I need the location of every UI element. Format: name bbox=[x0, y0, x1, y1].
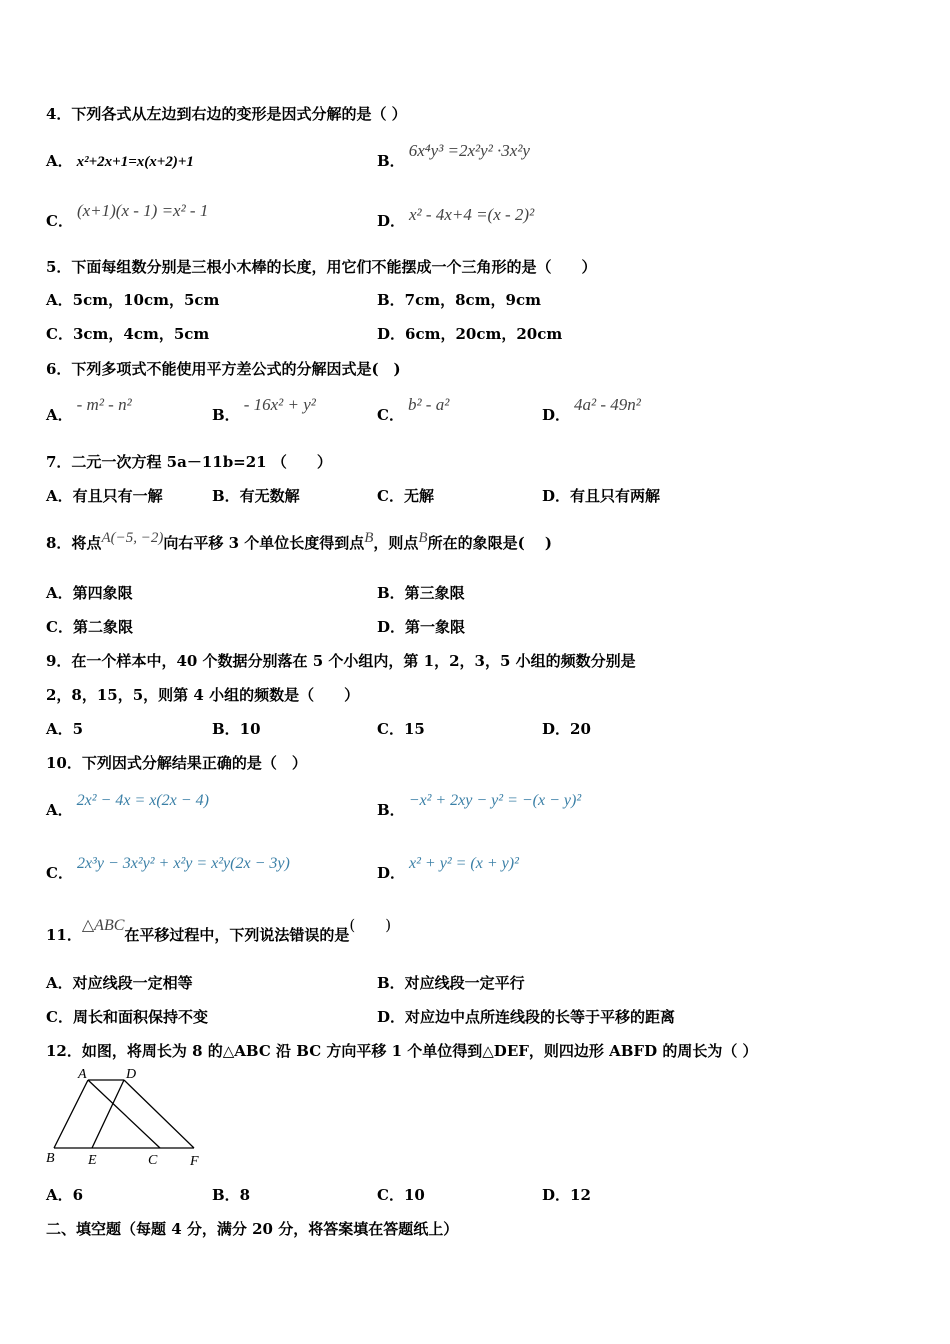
q8-stem-pre: 8．将点 bbox=[46, 534, 102, 552]
q4-option-a bbox=[46, 150, 194, 171]
q9-option-b: B．10 bbox=[212, 720, 261, 738]
q10-option-b bbox=[377, 792, 582, 820]
question-11-stem bbox=[46, 916, 392, 945]
q8-point-a: A(−5, −2) bbox=[101, 530, 164, 546]
option-label: A． bbox=[46, 801, 73, 819]
q8-option-a: A．第四象限 bbox=[46, 584, 133, 602]
q9-option-a: A．5 bbox=[46, 720, 84, 738]
q6-option-d-formula: 4a² - 49n² bbox=[574, 395, 641, 414]
q12-translation-figure bbox=[40, 1068, 215, 1170]
q4-option-b bbox=[377, 141, 530, 171]
segment-de bbox=[92, 1080, 124, 1148]
figure-label-a: A bbox=[78, 1068, 87, 1082]
figure-label-c: C bbox=[148, 1153, 158, 1168]
option-label: B． bbox=[377, 152, 405, 170]
section-2-title: 二、填空题（每题 4 分，满分 20 分，将答案填在答题纸上） bbox=[46, 1220, 459, 1238]
question-9-stem-line1: 9．在一个样本中，40 个数据分别落在 5 个小组内，第 1，2，3，5 小组的频数分别是 bbox=[46, 652, 636, 670]
question-9-stem-line2: 2，8，15，5，则第 4 小组的频数是（ ） bbox=[46, 686, 360, 704]
question-5-stem: 5．下面每组数分别是三根小木棒的长度，用它们不能摆成一个三角形的是（ ） bbox=[46, 258, 597, 276]
q10-option-c-formula: 2x³y − 3x²y² + x²y = x²y(2x − 3y) bbox=[76, 855, 290, 872]
option-label: D． bbox=[377, 864, 406, 882]
q4-option-c-formula: (x+1)(x - 1) =x² - 1 bbox=[76, 201, 209, 220]
option-label: B． bbox=[377, 801, 405, 819]
q10-option-b-formula: −x² + 2xy − y² = −(x − y)² bbox=[408, 792, 582, 809]
q4-option-d-formula: x² - 4x+4 =(x - 2)² bbox=[409, 205, 535, 224]
option-label: D． bbox=[542, 406, 571, 424]
q5-option-d: D．6cm，20cm，20cm bbox=[377, 325, 563, 343]
figure-label-b: B bbox=[46, 1151, 55, 1166]
q6-option-b bbox=[212, 395, 316, 425]
q8-stem-post: 所在的象限是( ) bbox=[427, 534, 553, 552]
option-label: C． bbox=[46, 864, 73, 882]
q8-point-b2: B bbox=[418, 530, 428, 546]
q11-option-a: A．对应线段一定相等 bbox=[46, 974, 193, 992]
q12-option-b: B．8 bbox=[212, 1186, 251, 1204]
q11-stem-pre: 11． bbox=[46, 926, 82, 944]
q4-option-c bbox=[46, 201, 209, 231]
q6-option-c-formula: b² - a² bbox=[407, 395, 450, 414]
question-7-stem: 7．二元一次方程 5a－11b=21 （ ） bbox=[46, 453, 332, 471]
q11-option-c: C．周长和面积保持不变 bbox=[46, 1008, 208, 1026]
q4-option-b-formula: 6x⁴y³ =2x²y² ·3x²y bbox=[408, 141, 530, 160]
figure-label-f: F bbox=[190, 1154, 199, 1169]
q11-option-b: B．对应线段一定平行 bbox=[377, 974, 525, 992]
q7-option-d: D．有且只有两解 bbox=[542, 487, 661, 505]
q11-option-d: D．对应边中点所连线段的长等于平移的距离 bbox=[377, 1008, 676, 1026]
q9-option-d: D．20 bbox=[542, 720, 591, 738]
q10-option-a bbox=[46, 792, 209, 820]
segment-df bbox=[124, 1080, 194, 1148]
option-label: A． bbox=[46, 152, 73, 170]
option-label: C． bbox=[377, 406, 404, 424]
question-4-stem: 4．下列各式从左边到右边的变形是因式分解的是（ ） bbox=[46, 105, 407, 123]
segment-ab bbox=[54, 1080, 88, 1148]
q6-option-a-formula: - m² - n² bbox=[76, 395, 132, 414]
q9-option-c: C．15 bbox=[377, 720, 425, 738]
figure-label-e: E bbox=[88, 1153, 97, 1168]
q10-option-d-formula: x² + y² = (x + y)² bbox=[409, 855, 519, 872]
figure-label-d: D bbox=[126, 1068, 137, 1082]
q5-option-b: B．7cm，8cm，9cm bbox=[377, 291, 542, 309]
q11-triangle: △ABC bbox=[81, 917, 125, 934]
question-6-stem: 6．下列多项式不能使用平方差公式的分解因式是( ) bbox=[46, 360, 401, 378]
q10-option-d bbox=[377, 855, 519, 883]
q6-option-a bbox=[46, 395, 132, 425]
question-8-stem bbox=[46, 532, 552, 553]
q12-option-d: D．12 bbox=[542, 1186, 591, 1204]
q4-option-a-formula: x²+2x+1=x(x+2)+1 bbox=[76, 154, 194, 170]
q6-option-b-formula: - 16x² + y² bbox=[243, 395, 316, 414]
q12-option-a: A．6 bbox=[46, 1186, 84, 1204]
q11-paren: ( ) bbox=[349, 916, 392, 934]
question-12-stem: 12．如图，将周长为 8 的△ABC 沿 BC 方向平移 1 个单位得到△DEF，则四边形 ABFD 的周长为（ ） bbox=[46, 1042, 758, 1060]
option-label: C． bbox=[46, 212, 73, 230]
question-10-stem: 10．下列因式分解结果正确的是（ ） bbox=[46, 754, 307, 772]
option-label: A． bbox=[46, 406, 73, 424]
q6-option-c bbox=[377, 395, 450, 425]
q8-stem-mid2: ，则点 bbox=[373, 534, 419, 552]
q8-stem-mid: 向右平移 3 个单位长度得到点 bbox=[163, 534, 365, 552]
q5-option-a: A．5cm，10cm，5cm bbox=[46, 291, 220, 309]
q10-option-a-formula: 2x² − 4x = x(2x − 4) bbox=[76, 792, 209, 809]
q8-point-b: B bbox=[364, 530, 374, 546]
segment-ac bbox=[88, 1080, 160, 1148]
q7-option-b: B．有无数解 bbox=[212, 487, 300, 505]
q6-option-d bbox=[542, 395, 641, 425]
option-label: B． bbox=[212, 406, 240, 424]
q8-option-d: D．第一象限 bbox=[377, 618, 466, 636]
option-label: D． bbox=[377, 212, 406, 230]
q5-option-c: C．3cm，4cm，5cm bbox=[46, 325, 210, 343]
q7-option-a: A．有且只有一解 bbox=[46, 487, 163, 505]
q12-option-c: C．10 bbox=[377, 1186, 425, 1204]
q10-option-c bbox=[46, 855, 290, 883]
q8-option-b: B．第三象限 bbox=[377, 584, 465, 602]
q11-stem-post: 在平移过程中，下列说法错误的是 bbox=[124, 926, 350, 944]
q8-option-c: C．第二象限 bbox=[46, 618, 133, 636]
q7-option-c: C．无解 bbox=[377, 487, 434, 505]
q4-option-d bbox=[377, 205, 535, 231]
